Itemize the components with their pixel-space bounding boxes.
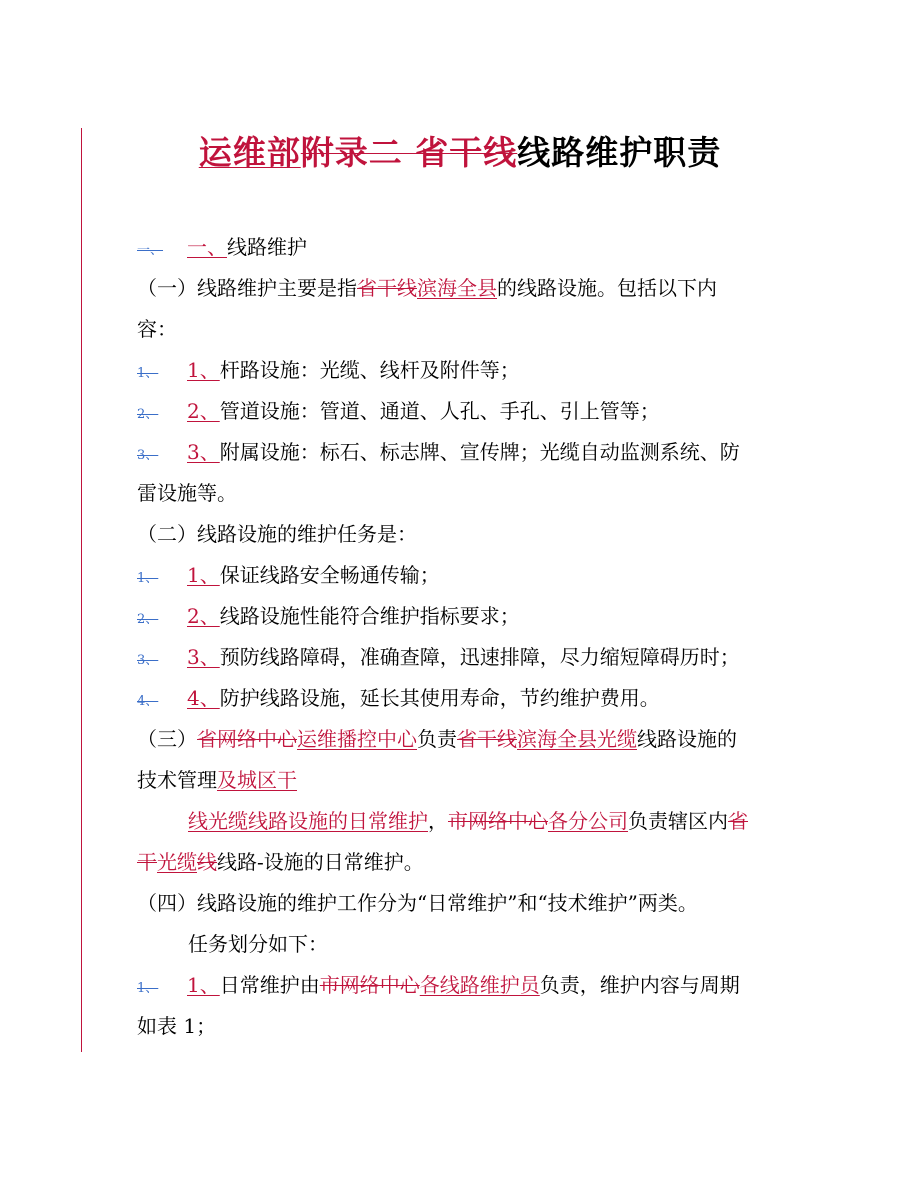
paragraph-3-line-3 (188, 806, 748, 836)
title-inserted-text: 运维部 (198, 133, 301, 172)
inserted-text: 滨海全县 (417, 276, 497, 300)
list-item (137, 355, 520, 389)
inserted-numbering: 一、 (187, 235, 227, 259)
inserted-text: 光缆 (157, 850, 197, 874)
deleted-text: 省干线 (457, 727, 517, 751)
list-item-text: 雷设施等。 (137, 481, 237, 505)
deleted-text: 省 (728, 809, 748, 833)
paragraph-text: （三） (137, 727, 197, 751)
deleted-text: 省网络中心 (197, 727, 297, 751)
inserted-numbering: 2、 (187, 399, 220, 423)
paragraph-text: 线路 (217, 850, 257, 874)
paragraph-text: 线路设施的 (637, 727, 737, 751)
inserted-text: 各线路维护员 (419, 973, 540, 997)
deleted-numbering: 4、 (137, 694, 159, 709)
inserted-numbering: 4、 (187, 686, 220, 710)
deleted-numbering: 1、 (137, 571, 159, 586)
list-item-text: 保证线路安全畅通传输； (219, 563, 440, 587)
list-item-text: 日常维护由 (219, 973, 320, 997)
list-item (137, 560, 440, 594)
list-item (137, 642, 740, 676)
inserted-numbering: 1、 (187, 973, 220, 997)
paragraph-text: （二）线路设施的维护任务是： (137, 522, 417, 546)
inserted-text: 运维播控中心 (297, 727, 417, 751)
deleted-text: 干 (137, 850, 157, 874)
paragraph-text: - (257, 850, 264, 874)
deleted-text: 线 (197, 850, 217, 874)
section-heading-1 (137, 232, 307, 266)
inserted-text: 线光缆线路设施的日常维护 (188, 809, 428, 833)
list-item-continuation (137, 478, 237, 508)
list-item (137, 396, 660, 430)
deleted-numbering: 1、 (137, 981, 159, 996)
revision-change-bar (81, 128, 82, 1052)
paragraph-4-line-2 (188, 929, 328, 959)
inserted-numbering: 3、 (187, 440, 220, 464)
deleted-numbering: 3、 (137, 653, 159, 668)
paragraph-text: 的线路设施。包括以下内 (497, 276, 717, 300)
section-heading-text: 线路维护 (227, 235, 307, 259)
paragraph-text: ， (428, 809, 448, 833)
list-item (137, 970, 740, 1004)
list-item-text: 管道设施：管道、通道、人孔、手孔、引上管等； (219, 399, 660, 423)
inserted-numbering: 2、 (187, 604, 220, 628)
deleted-text: 市网络中心 (448, 809, 548, 833)
inserted-text: 滨海全县光缆 (517, 727, 637, 751)
deleted-numbering: 2、 (137, 612, 159, 627)
inserted-text: 及城区干 (217, 768, 297, 792)
deleted-numbering: 1、 (137, 366, 159, 381)
paragraph-3-line-1 (137, 724, 737, 754)
list-item (137, 601, 520, 635)
inserted-numbering: 1、 (187, 358, 220, 382)
deleted-numbering: 3、 (137, 448, 159, 463)
paragraph-1-line-2 (137, 314, 177, 344)
paragraph-4-line-1 (137, 888, 698, 918)
paragraph-text: （四）线路设施的维护工作分为“日常维护”和“技术维护”两类。 (137, 891, 698, 915)
paragraph-text: 负责 (417, 727, 457, 751)
paragraph-2 (137, 519, 417, 549)
paragraph-1-line-1 (137, 273, 717, 303)
paragraph-text: （一）线路维护主要是指 (137, 276, 357, 300)
list-item-text: 预防线路障碍，准确查障，迅速排障，尽力缩短障碍历时； (219, 645, 740, 669)
paragraph-text: 任务划分如下： (188, 932, 328, 956)
list-item-continuation (137, 1011, 216, 1041)
paragraph-text: 负责辖区内 (628, 809, 728, 833)
deleted-numbering: 2、 (137, 407, 159, 422)
inserted-text: 各分公司 (548, 809, 628, 833)
deleted-text: 省干线 (357, 276, 417, 300)
list-item-text: 附属设施：标石、标志牌、宣传牌；光缆自动监测系统、防 (219, 440, 740, 464)
list-item-text: 线路设施性能符合维护指标要求； (219, 604, 520, 628)
paragraph-3-line-2 (137, 765, 297, 795)
list-item (137, 437, 740, 471)
list-item-text: 杆路设施：光缆、线杆及附件等； (219, 358, 520, 382)
paragraph-text: 设施的日常维护。 (263, 850, 424, 874)
page-title (0, 128, 920, 178)
list-item-text: 如表 1； (137, 1014, 217, 1038)
deleted-numbering: 一、 (137, 243, 164, 258)
paragraph-text: 技术管理 (137, 768, 217, 792)
inserted-numbering: 3、 (187, 645, 220, 669)
paragraph-3-line-4 (137, 847, 424, 877)
title-text: 线路维护职责 (517, 133, 722, 172)
title-deleted-text: 附录二 省干线 (300, 133, 518, 172)
inserted-numbering: 1、 (187, 563, 220, 587)
list-item-text: 防护线路设施，延长其使用寿命，节约维护费用。 (219, 686, 660, 710)
list-item (137, 683, 660, 717)
deleted-text: 市网络中心 (319, 973, 420, 997)
list-item-text: 负责，维护内容与周期 (539, 973, 740, 997)
paragraph-text: 容： (137, 317, 177, 341)
